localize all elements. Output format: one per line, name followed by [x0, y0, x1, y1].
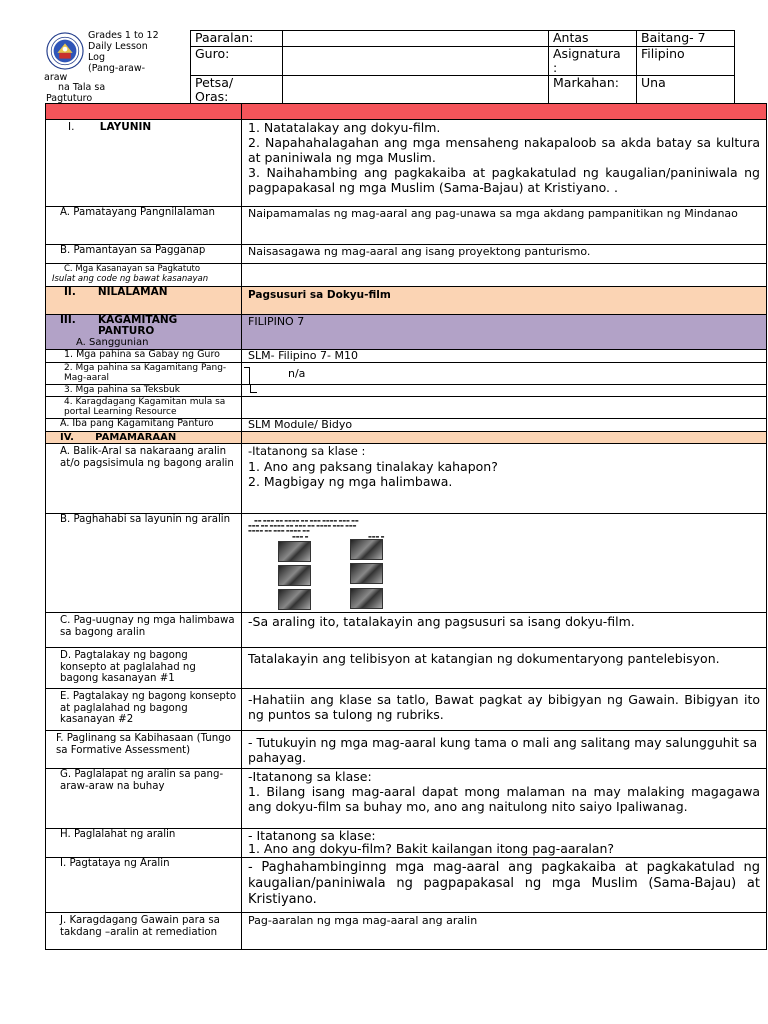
step-line: - Tutukuyin ng mga mag-aaral kung tama o mali ang salitang may salungguhit sa pahayag. [242, 731, 767, 769]
step-line: -Itatanong sa klase: [248, 769, 372, 784]
dll-title-line: Daily Lesson [88, 41, 148, 52]
picture-col-label: ▬▬▬ ▬ [368, 534, 385, 539]
kasanayan-row [46, 264, 767, 287]
step-line: 2. Magbigay ng mga halimbawa. [248, 474, 453, 489]
nilalaman-title: NILALAMAN [97, 286, 168, 298]
sanggunian-row [46, 350, 767, 363]
step-row [46, 829, 767, 858]
dll-header [44, 30, 734, 103]
nilalaman-heading [46, 287, 242, 315]
guro-field[interactable] [283, 47, 549, 76]
step-label: G. Paglalapat ng aralin sa pang-araw-araw na buhay [60, 769, 224, 792]
deped-seal-icon [46, 32, 84, 70]
dll-title-line: araw [44, 72, 68, 83]
step-line: 1. Ano ang dokyu-film? Bakit kailangan itong pag-aaralan? [248, 841, 615, 856]
step-label: A. Balik-Aral sa nakaraang aralin at/o pagsisimula ng bagong aralin [60, 446, 234, 469]
picture-col-label: ▬▬▬ ▬ [292, 534, 309, 539]
picture-thumb [350, 539, 383, 560]
bracket-mark [250, 385, 257, 393]
step-label: J. Karagdagang Gawain para sa takdang –aralin at remediation [60, 915, 220, 938]
picture-caption-line: ▬▬▬ ▬▬ ▬▬▬▬ ▬▬ ▬▬▬ ▬▬ ▬▬▬▬ ▬▬▬ ▬▬▬ [248, 523, 357, 528]
kagamitan-heading [46, 315, 242, 350]
asignatura-label [549, 47, 637, 76]
petsa-field[interactable] [283, 76, 549, 106]
kagamitan-num: III. [60, 314, 76, 326]
kagamitan-value: FILIPINO 7 [242, 315, 767, 350]
kasanayan-note: Isulat ang code ng bawat kasanayan [52, 273, 209, 284]
dll-title-line: na Tala sa [58, 82, 106, 93]
kagamitan-title-1: KAGAMITANG [98, 314, 178, 326]
step-row [46, 514, 767, 613]
row-label: 2. Mga pahina sa Kagamitang Pang-Mag-aaral [64, 363, 227, 383]
step-label: F. Paglinang sa Kabihasaan (Tungo sa Formative Assessment) [56, 733, 231, 756]
nilalaman-num: II. [64, 286, 76, 298]
dll-title-line: Pagtuturo [46, 93, 93, 104]
asignatura-colon: : [553, 60, 558, 75]
step-row [46, 648, 767, 689]
step-line: -Hahatiin ang klase sa tatlo, Bawat pagkat ay bibigyan ng Gawain. Bibigyan ito ng puntos sa tulong ng rubriks. [242, 689, 767, 731]
markahan-label: Markahan: [549, 76, 637, 106]
petsa-label-text: Petsa/ [195, 75, 234, 90]
step-line: 1. Bilang isang mag-aaral dapat mong malaman na may malaking magagawa ang dokyu-film sa buhay mo, ano ang naitulong nito saiyo Ipaliwanag. [248, 784, 760, 814]
pamamaraan-row [46, 432, 767, 444]
row-value: Naisasagawa ng mag-aaral ang isang proyektong panturismo. [242, 245, 767, 264]
pamamaraan-heading [46, 432, 242, 444]
row-label: 4. Karagdagang Kagamitan mula sa portal Learning Resource [64, 397, 226, 417]
sanggunian-row [46, 363, 767, 385]
markahan-value: Una [637, 76, 735, 106]
layunin-heading [46, 120, 242, 207]
sanggunian-value-cell [242, 363, 767, 385]
step-label: C. Pag-uugnay ng mga halimbawa sa bagong aralin [60, 615, 235, 638]
step-line: -Sa araling ito, tatalakayin ang pagsusuri sa isang dokyu-film. [242, 613, 767, 648]
dll-title-line: Log [88, 52, 105, 63]
nilalaman-value: Pagsusuri sa Dokyu-film [242, 287, 767, 315]
lesson-plan-table [45, 103, 767, 950]
layunin-item: 1. Natatalakay ang dokyu-film. [248, 120, 441, 135]
picture-thumb [350, 563, 383, 584]
antas-value: Baitang- 7 [637, 31, 735, 47]
row-label: B. Pamantayan sa Pagganap [60, 245, 206, 256]
nilalaman-row [46, 287, 767, 315]
step-row [46, 769, 767, 829]
iba-pa-row [46, 419, 767, 432]
row-value: SLM Module/ Bidyo [242, 419, 767, 432]
asignatura-label-text: Asignatura [553, 46, 621, 61]
layunin-item: 2. Napahahalagahan ang mga mensaheng nakapaloob sa akda batay sa kultura at paniniwala ng mga Muslim. [248, 135, 760, 165]
step-line: -Itatanong sa klase : [248, 444, 366, 458]
sanggunian-label: A. Sanggunian [76, 337, 149, 348]
step-content [242, 829, 767, 858]
step-row [46, 913, 767, 950]
header-info-grid [190, 30, 735, 106]
step-row [46, 444, 767, 514]
step-label: I. Pagtataya ng Aralin [60, 858, 170, 869]
pamamaraan-title: PAMAMARAAN [95, 432, 177, 443]
layunin-title: LAYUNIN [99, 121, 152, 133]
dll-title-line: Grades 1 to 12 [88, 30, 159, 41]
picture-caption-line: ▬▬ ▬▬▬ ▬▬ ▬▬▬▬ ▬▬ ▬▬▬ ▬▬▬▬ ▬▬▬ ▬▬ [254, 518, 359, 523]
layunin-num: I. [68, 121, 75, 133]
kasanayan-value [242, 264, 767, 287]
step-label: B. Paghahabi sa layunin ng aralin [60, 514, 231, 525]
step-content [242, 444, 767, 514]
bracket-mark [244, 367, 250, 385]
step-row [46, 858, 767, 913]
paaralan-label: Paaralan: [191, 31, 283, 47]
step-line: Pag-aaralan ng mga mag-aaral ang aralin [242, 913, 767, 950]
antas-label: Antas [549, 31, 637, 47]
step-label: E. Pagtalakay ng bagong konsepto at paglalahad ng bagong kasanayan #2 [60, 691, 237, 725]
red-band-row [46, 104, 767, 120]
dll-title-line: (Pang-araw- [88, 63, 146, 74]
step-row [46, 731, 767, 769]
step-line: 1. Ano ang paksang tinalakay kahapon? [248, 459, 498, 474]
row-label: 3. Mga pahina sa Teksbuk [64, 385, 180, 395]
step-line: - Paghahambinginng mga mag-aaral ang pagkakaiba at pagkakatulad ng kaugalian/paniniwala ng pagpapakasal ng mga Muslim (Sama-Bajau) at Kristiyano. [242, 858, 767, 913]
step-line: - Itatanong sa klase: [248, 828, 376, 843]
step-label: D. Pagtalakay ng bagong konsepto at paglalahad ng bagong kasanayan #1 [60, 650, 196, 684]
picture-thumb [278, 541, 311, 562]
row-label: A. Iba pang Kagamitang Panturo [60, 418, 214, 429]
sanggunian-row [46, 397, 767, 419]
step-row [46, 613, 767, 648]
kagamitan-row [46, 315, 767, 350]
layunin-item: 3. Naihahambing ang pagkakaiba at pagkakatulad ng kaugalian/paniniwala ng pagpapakasal ng mga Muslim (Sama-Bajau) at Kristiyano. . [248, 165, 760, 195]
picture-thumb [350, 588, 383, 609]
activity-picture [244, 516, 394, 612]
sanggunian-value-cell [242, 385, 767, 397]
row-label: 1. Mga pahina sa Gabay ng Guro [64, 349, 220, 360]
kagamitan-title-2: PANTURO [98, 325, 155, 337]
oras-label-text: Oras: [195, 89, 229, 104]
step-label: H. Paglalahat ng aralin [60, 829, 176, 840]
layunin-content [242, 120, 767, 207]
row-label: A. Pamatayang Pangnilalaman [60, 207, 215, 218]
pamantayan-pagganap-row [46, 245, 767, 264]
layunin-row [46, 120, 767, 207]
kasanayan-title: C. Mga Kasanayan sa Pagkatuto [64, 264, 201, 274]
petsa-label [191, 76, 283, 106]
row-value: n/a [288, 367, 306, 380]
paaralan-field[interactable] [283, 31, 549, 47]
picture-thumb [278, 589, 311, 610]
row-value: SLM- Filipino 7- M10 [242, 350, 767, 363]
step-line: Tatalakayin ang telibisyon at katangian ng dokumentaryong pantelebisyon. [242, 648, 767, 689]
picture-thumb [278, 565, 311, 586]
step-row [46, 689, 767, 731]
step-content [242, 769, 767, 829]
row-value [242, 397, 767, 419]
kasanayan-label [46, 264, 242, 287]
sanggunian-row [46, 385, 767, 397]
row-value: Naipamamalas ng mag-aaral ang pag-unawa sa mga akdang pampanitikan ng Mindanao [242, 207, 767, 245]
step-content [242, 514, 767, 613]
pamamaraan-num: IV. [60, 432, 74, 443]
pamantayang-pangnilalaman-row [46, 207, 767, 245]
asignatura-value: Filipino [637, 47, 735, 76]
guro-label: Guro: [191, 47, 283, 76]
picture-caption-line: ▬▬▬▬ ▬▬ ▬▬▬ ▬▬▬▬ ▬▬ [248, 528, 310, 533]
